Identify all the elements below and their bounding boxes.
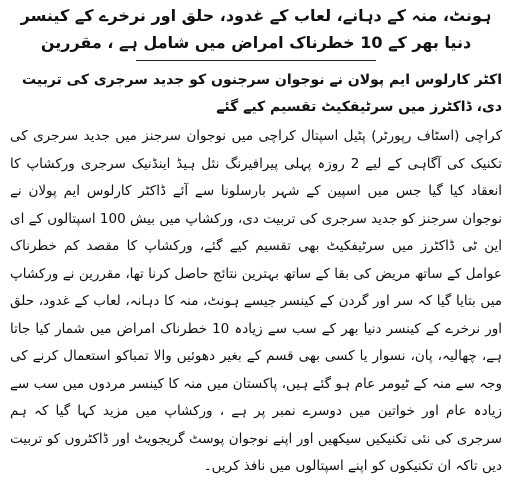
article-body: کراچی (اسٹاف رپورٹر) پٹیل اسپتال کراچی میں نوجوان سرجنز میں جدید سرجری کی تکنیک کی آگاہی کے لیے 2 روزہ پہلی پیرافیرنگ نئل ہیڈ اینڈنیک سرجری ورکشاپ کا انعقاد کیا گیا جس میں اسپین کے شہر بارسلونا سے آئے ڈاکٹر کارلوس ایم پولان نے نوجوان سرجنز کو جدید سرجری کی تربیت دی، ورکشاپ میں بیش 100 اسپتالوں کے ای این ٹی ڈاکٹرز میں سرٹیفکیٹ بھی تقسیم کیے گئے، ورکشاپ کا مقصد کم خطرناک عوامل کے ساتھ مریض کی بقا کے ساتھ بہترین نتائج حاصل کرنا تھا، مقررین نے ورکشاپ میں بتایا گیا کہ سر اور گردن کے کینسر جیسے ہونٹ، منہ کا دہانہ، لعاب کے غدود، حلق اور نرخرے کے کینسر دنیا بھر کے سب سے زیادہ 10 خطرناک امراض میں شمار کیا جاتا ہے، چھالیہ، پان، نسوار یا کسی بھی قسم کے بغیر دھوئیں والا تمباکو استعمال کرنے کی وجہ سے منہ کے ٹیومر عام ہو گئے ہیں، پاکستان میں منہ کا کینسر مردوں میں سب سے زیادہ عام اور خواتین میں دوسرے نمبر پر ہے ، ورکشاپ میں مزید کہا گیا کہ ہم سرجری کی نئی تکنیکیں سیکھیں اور اپنے نوجوان پوسٹ گریجویٹ اور ڈاکٹروں کو تربیت دیں تاکہ ان تکنیکوں کو اپنے اسپتالوں میں نافذ کریں۔ [10, 128, 502, 474]
article-headline: ہونٹ، منہ کے دہانے، لعاب کے غدود، حلق اور نرخرے کے کینسر دنیا بھر کے 10 خطرناک امراض میں شامل ہے ، مقررین [20, 6, 492, 52]
article-subheadline: اکٹر کارلوس ایم پولان نے نوجوان سرجنوں کو جدید سرجری کی تربیت دی، ڈاکٹرز میں سرٹیفکیٹ تقسیم کیے گئے [22, 72, 502, 115]
headline-divider [136, 60, 376, 61]
